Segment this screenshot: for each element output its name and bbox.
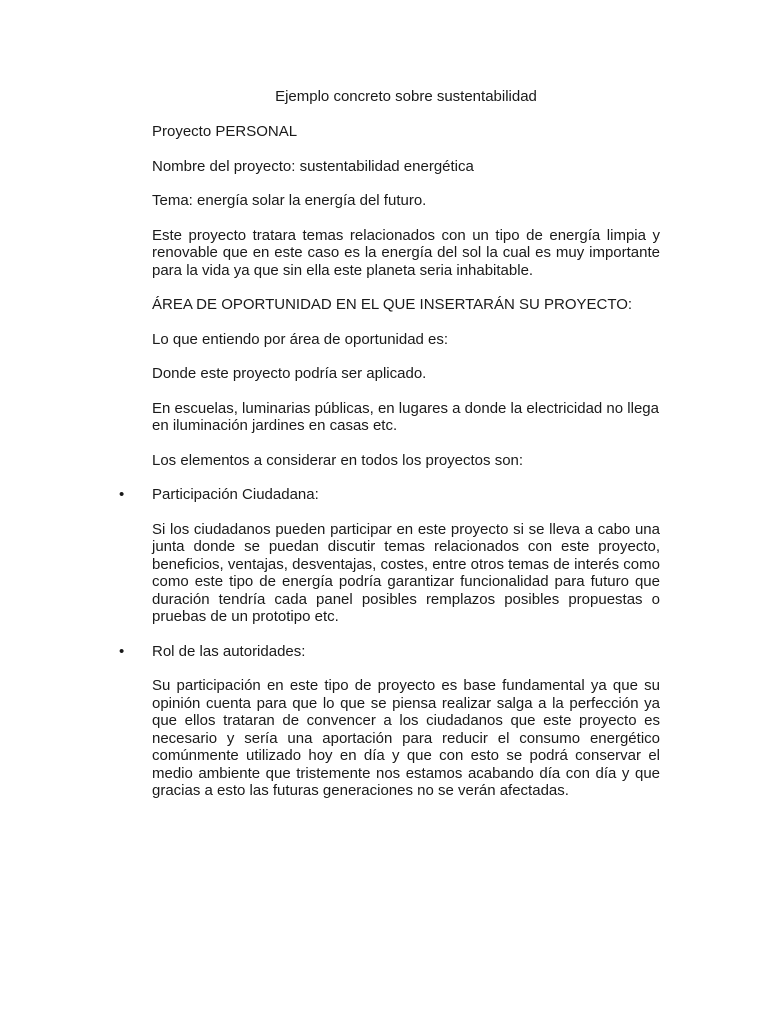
bullet-heading: Rol de las autoridades: <box>152 642 306 660</box>
elements-intro: Los elementos a considerar en todos los proyectos son: <box>152 451 524 469</box>
project-name: Nombre del proyecto: sustentabilidad energética <box>152 157 474 175</box>
intro-paragraph: Este proyecto tratara temas relacionados con un tipo de energía limpia y renovable que en este caso es la energía del sol la cual es muy importante para la vida ya que sin ella este planeta seria inhabitable. <box>152 226 660 279</box>
area-heading: ÁREA DE OPORTUNIDAD EN EL QUE INSERTARÁN SU PROYECTO: <box>152 296 633 313</box>
bullet-heading: Participación Ciudadana: <box>152 486 319 503</box>
project-type: Proyecto PERSONAL <box>152 123 298 140</box>
document-page <box>119 88 660 817</box>
area-where: Donde este proyecto podría ser aplicado. <box>152 365 427 382</box>
bullet-item-authorities <box>119 642 660 661</box>
bullet-item-participation <box>119 486 660 504</box>
participation-paragraph: Si los ciudadanos pueden participar en este proyecto si se lleva a cabo una junta donde se puedan discutir temas relacionados con este proyecto, beneficios, ventajas, desventajas, costes, entre otros temas de interés como como este tipo de energía podría garantizar funcionalidad para futuro que duración tendría cada panel posibles remplazos posibles propuestas o pruebas de un prototipo etc. <box>152 520 660 625</box>
area-examples: En escuelas, luminarias públicas, en lugares a donde la electricidad no llega en iluminación jardines en casas etc. <box>152 399 659 434</box>
project-topic: Tema: energía solar la energía del futuro. <box>152 192 427 209</box>
area-understanding: Lo que entiendo por área de oportunidad es: <box>152 330 449 348</box>
document-title: Ejemplo concreto sobre sustentabilidad <box>275 88 537 105</box>
authorities-paragraph: Su participación en este tipo de proyecto es base fundamental ya que su opinión cuenta para que lo que se piensa realizar salga a la perfección ya que ellos trataran de convencer a los ciudadanos que este proyecto es necesario y sería una aportación para reducir el consumo energético comúnmente utilizado hoy en día y que con esto se podrá conservar el medio ambiente que tristemente nos estamos acabando día con día y que gracias a esto las futuras generaciones no se verán afectadas. <box>152 677 660 799</box>
bullet-icon: • <box>119 486 125 503</box>
bullet-icon: • <box>119 642 125 660</box>
